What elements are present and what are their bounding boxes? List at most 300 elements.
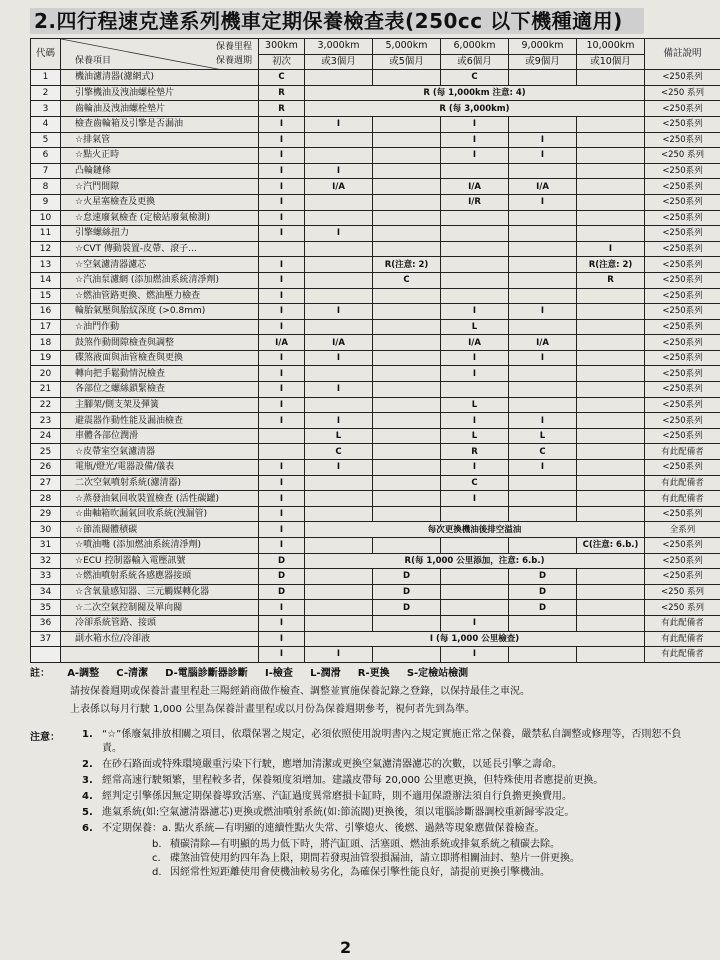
page-title: 2.四行程速克達系列機車定期保養檢查表(250cc 以下機種適用)	[30, 8, 644, 34]
row-interval-cell	[305, 288, 373, 304]
row-interval-cell: I	[259, 304, 305, 320]
row-interval-cell	[509, 491, 577, 507]
row-interval-cell	[305, 538, 373, 554]
row-code: 26	[31, 460, 61, 476]
note-item	[30, 806, 690, 820]
row-interval-cell	[259, 444, 305, 460]
row-code: 4	[31, 116, 61, 132]
row-interval-cell	[305, 70, 373, 86]
row-interval-cell: D	[373, 584, 441, 600]
table-row	[31, 491, 720, 507]
row-code: 28	[31, 491, 61, 507]
row-remark: <250系列	[645, 397, 720, 413]
row-interval-cell: C	[259, 70, 305, 86]
row-interval-cell	[577, 382, 645, 398]
header-period: 或3個月	[305, 54, 373, 70]
notes-label: 注意：	[30, 732, 60, 743]
row-interval-cell	[577, 194, 645, 210]
header-row-mileage	[31, 39, 720, 55]
row-remark: <250系列	[645, 226, 720, 242]
row-item: 引擎螺絲扭力	[61, 226, 259, 242]
note-sub-label: d.	[152, 867, 162, 878]
row-interval-cell	[441, 506, 509, 522]
table-row	[31, 272, 720, 288]
row-interval-cell: I/A	[259, 335, 305, 351]
header-remarks: 備註說明	[645, 39, 720, 70]
row-remark: <250系列	[645, 413, 720, 429]
row-interval-cell	[577, 226, 645, 242]
row-interval-cell	[509, 506, 577, 522]
row-interval-cell	[509, 272, 577, 288]
row-interval-cell	[509, 257, 577, 273]
row-item: ☆ECU 控制器輸入電壓訊號	[61, 553, 259, 569]
table-row	[31, 600, 720, 616]
row-interval-cell	[577, 397, 645, 413]
row-interval-cell: I	[259, 132, 305, 148]
row-code: 9	[31, 194, 61, 210]
row-remark: <250系列	[645, 241, 720, 257]
row-interval-cell	[577, 304, 645, 320]
row-code: 34	[31, 584, 61, 600]
row-interval-cell	[259, 241, 305, 257]
row-interval-cell: I	[305, 382, 373, 398]
row-interval-cell: I	[259, 615, 305, 631]
table-row	[31, 569, 720, 585]
legend-key: I-檢查	[265, 668, 293, 679]
table-row	[31, 350, 720, 366]
row-code: 1	[31, 70, 61, 86]
notes-list	[30, 728, 690, 880]
row-interval-cell	[373, 226, 441, 242]
row-remark: <250系列	[645, 101, 720, 117]
table-row	[31, 210, 720, 226]
table-row	[31, 116, 720, 132]
row-interval-cell: I	[441, 647, 509, 663]
row-code: 33	[31, 569, 61, 585]
row-interval-cell	[373, 491, 441, 507]
row-span-note: R (每 3,000km)	[305, 101, 645, 117]
row-remark: 有此配備者	[645, 615, 720, 631]
header-period: 或9個月	[509, 54, 577, 70]
row-interval-cell: I	[441, 350, 509, 366]
row-interval-cell	[509, 288, 577, 304]
row-interval-cell	[373, 397, 441, 413]
row-interval-cell: I	[259, 631, 305, 647]
row-remark: <250系列	[645, 304, 720, 320]
row-item: ☆排氣管	[61, 132, 259, 148]
table-row	[31, 304, 720, 320]
row-interval-cell: I	[509, 304, 577, 320]
row-remark: <250系列	[645, 257, 720, 273]
row-interval-cell	[509, 475, 577, 491]
row-code: 3	[31, 101, 61, 117]
row-interval-cell: I	[305, 647, 373, 663]
row-code: 24	[31, 428, 61, 444]
row-item: 引擎機油及洩油螺栓墊片	[61, 85, 259, 101]
row-item: ☆點火正時	[61, 148, 259, 164]
note-sub-item	[30, 838, 690, 852]
row-remark: <250系列	[645, 116, 720, 132]
row-interval-cell	[305, 257, 373, 273]
note-item	[30, 774, 690, 788]
row-interval-cell: I	[305, 116, 373, 132]
row-interval-cell	[441, 288, 509, 304]
table-row	[31, 397, 720, 413]
row-interval-cell	[305, 132, 373, 148]
note-sub-item	[30, 852, 690, 866]
row-interval-cell	[373, 413, 441, 429]
row-interval-cell: I	[509, 350, 577, 366]
row-interval-cell	[373, 116, 441, 132]
note-text: “☆”係廢氣排放相關之項目，依環保署之規定，必須依照使用說明書內之規定實施正常之保養，嚴禁私自調整或修理等，否則恕不負責。	[102, 729, 682, 754]
row-interval-cell	[509, 615, 577, 631]
row-item: 轉向把手鬆動情況檢查	[61, 366, 259, 382]
table-row	[31, 413, 720, 429]
row-interval-cell: R	[577, 272, 645, 288]
table-row	[31, 85, 720, 101]
header-mileage: 300km	[259, 39, 305, 55]
row-interval-cell: D	[259, 569, 305, 585]
row-item: ☆噴油嘴 (添加燃油系統清淨劑)	[61, 538, 259, 554]
row-interval-cell	[441, 272, 509, 288]
row-interval-cell: I	[259, 413, 305, 429]
row-span-note: 每次更換機油後排空溢油	[305, 522, 645, 538]
row-interval-cell	[305, 615, 373, 631]
note-sub-label: b.	[152, 839, 162, 850]
legend-line: 上表係以每月行駛 1,000 公里為保養計畫里程或以月份為保養週期參考，視何者先到為準。	[70, 704, 475, 715]
row-code: 35	[31, 600, 61, 616]
row-code: 8	[31, 179, 61, 195]
row-remark: <250 系列	[645, 85, 720, 101]
row-interval-cell	[305, 569, 373, 585]
legend-label: 註：	[30, 668, 50, 679]
row-interval-cell: I	[577, 241, 645, 257]
row-code: 30	[31, 522, 61, 538]
maintenance-table	[30, 38, 720, 663]
row-interval-cell: I	[305, 460, 373, 476]
note-item	[30, 822, 690, 836]
row-interval-cell	[509, 116, 577, 132]
row-interval-cell	[373, 506, 441, 522]
row-code: 7	[31, 163, 61, 179]
row-interval-cell	[373, 615, 441, 631]
row-interval-cell	[305, 584, 373, 600]
row-interval-cell	[373, 350, 441, 366]
legend	[30, 664, 690, 715]
row-interval-cell: I	[509, 194, 577, 210]
row-interval-cell: I	[305, 413, 373, 429]
row-interval-cell	[305, 194, 373, 210]
row-item: ☆空氣濾清器濾芯	[61, 257, 259, 273]
row-interval-cell: I	[259, 522, 305, 538]
row-interval-cell: I	[259, 647, 305, 663]
row-item: 冷卻系統管路、接頭	[61, 615, 259, 631]
row-remark: <250系列	[645, 350, 720, 366]
header-period: 或5個月	[373, 54, 441, 70]
row-interval-cell	[373, 460, 441, 476]
row-interval-cell	[509, 319, 577, 335]
row-interval-cell	[441, 600, 509, 616]
row-interval-cell: I	[259, 194, 305, 210]
row-interval-cell	[577, 179, 645, 195]
row-remark: <250 系列	[645, 600, 720, 616]
row-interval-cell: I	[441, 366, 509, 382]
row-interval-cell	[441, 584, 509, 600]
row-interval-cell	[441, 241, 509, 257]
row-interval-cell: D	[509, 584, 577, 600]
row-interval-cell: C	[441, 70, 509, 86]
row-interval-cell	[305, 272, 373, 288]
header-mileage: 3,000km	[305, 39, 373, 55]
table-row	[31, 319, 720, 335]
row-interval-cell: I	[305, 226, 373, 242]
row-item: ☆怠速廢氣檢查 (定檢站廢氣檢測)	[61, 210, 259, 226]
row-item: ☆含氧量感知器、三元觸媒轉化器	[61, 584, 259, 600]
row-interval-cell: L	[305, 428, 373, 444]
row-interval-cell	[509, 70, 577, 86]
row-remark: <250 系列	[645, 148, 720, 164]
row-code: 17	[31, 319, 61, 335]
row-code: 23	[31, 413, 61, 429]
row-interval-cell	[373, 475, 441, 491]
row-interval-cell: I	[259, 600, 305, 616]
row-interval-cell: R	[259, 85, 305, 101]
row-code: 25	[31, 444, 61, 460]
row-interval-cell: I	[259, 148, 305, 164]
row-interval-cell: I	[441, 304, 509, 320]
row-remark: <250系列	[645, 506, 720, 522]
row-item: 各部位之螺絲鎖緊檢查	[61, 382, 259, 398]
table-row	[31, 428, 720, 444]
row-interval-cell	[373, 304, 441, 320]
table-row	[31, 148, 720, 164]
row-item: 齒輪油及洩油螺栓墊片	[61, 101, 259, 117]
row-code: 27	[31, 475, 61, 491]
row-interval-cell: I	[259, 257, 305, 273]
row-code: 6	[31, 148, 61, 164]
row-interval-cell: I	[305, 350, 373, 366]
table-row	[31, 335, 720, 351]
header-mileage: 9,000km	[509, 39, 577, 55]
table-row	[31, 382, 720, 398]
note-text: 進氣系統(如:空氣濾清器濾芯)更換或燃油噴射系統(如:節流閥)更換後，須以電腦診斷器調校重新歸零設定。	[102, 807, 575, 818]
row-interval-cell	[577, 335, 645, 351]
table-row	[31, 132, 720, 148]
row-code: 32	[31, 553, 61, 569]
row-item: 電瓶/燈光/電器設備/儀表	[61, 460, 259, 476]
row-interval-cell	[577, 444, 645, 460]
row-remark: 有此配備者	[645, 475, 720, 491]
row-interval-cell: L	[441, 319, 509, 335]
row-remark: <250系列	[645, 366, 720, 382]
row-item: ☆CVT 傳動裝置-皮帶、滾子...	[61, 241, 259, 257]
header-mileage-label: 保養里程	[215, 42, 252, 52]
row-interval-cell	[305, 475, 373, 491]
row-interval-cell	[373, 194, 441, 210]
row-item: 車體各部位潤滑	[61, 428, 259, 444]
row-interval-cell	[509, 163, 577, 179]
row-item: ☆油門作動	[61, 319, 259, 335]
row-interval-cell: I	[259, 382, 305, 398]
row-interval-cell: I/A	[509, 335, 577, 351]
row-interval-cell	[305, 491, 373, 507]
row-span-note: I (每 1,000 公里檢查)	[305, 631, 645, 647]
row-interval-cell	[441, 538, 509, 554]
row-remark: <250 系列	[645, 584, 720, 600]
row-item: 機油濾清器(濾網式)	[61, 70, 259, 86]
row-interval-cell	[577, 148, 645, 164]
note-sub-label: c.	[152, 853, 161, 864]
row-interval-cell	[373, 148, 441, 164]
row-interval-cell: D	[373, 600, 441, 616]
row-code: 13	[31, 257, 61, 273]
row-interval-cell: I/A	[509, 179, 577, 195]
row-remark: <250系列	[645, 132, 720, 148]
legend-key: A-調整	[67, 668, 100, 679]
row-interval-cell: L	[509, 428, 577, 444]
row-item: 檢查齒輪箱及引擎是否漏油	[61, 116, 259, 132]
row-interval-cell	[577, 491, 645, 507]
row-interval-cell: I	[259, 288, 305, 304]
row-code: 29	[31, 506, 61, 522]
row-interval-cell	[305, 397, 373, 413]
row-code: 2	[31, 85, 61, 101]
row-interval-cell: R(注意: 2)	[373, 257, 441, 273]
table-row	[31, 366, 720, 382]
row-interval-cell: I	[441, 116, 509, 132]
header-period: 或10個月	[577, 54, 645, 70]
row-interval-cell	[373, 335, 441, 351]
header-code: 代碼	[31, 39, 61, 70]
row-code	[31, 647, 61, 663]
table-row	[31, 475, 720, 491]
row-interval-cell	[577, 319, 645, 335]
note-number: 3.	[82, 775, 93, 786]
note-text: 經判定引擎係因無定期保養導致活塞、汽缸過度異常磨損卡缸時，則不適用保證辦法須自行負擔更換費用。	[102, 791, 572, 802]
note-sub-item	[30, 866, 690, 880]
row-remark: <250系列	[645, 335, 720, 351]
row-interval-cell: I/A	[305, 179, 373, 195]
table-row	[31, 444, 720, 460]
row-item: ☆火星塞檢查及更換	[61, 194, 259, 210]
row-remark: <250系列	[645, 460, 720, 476]
row-remark: <250系列	[645, 210, 720, 226]
row-interval-cell	[577, 475, 645, 491]
table-row	[31, 506, 720, 522]
row-code: 37	[31, 631, 61, 647]
row-interval-cell: L	[441, 397, 509, 413]
row-remark: 有此配備者	[645, 647, 720, 663]
row-remark: <250系列	[645, 194, 720, 210]
row-interval-cell	[373, 428, 441, 444]
table-row	[31, 553, 720, 569]
row-interval-cell: I	[305, 304, 373, 320]
row-interval-cell	[577, 615, 645, 631]
row-code: 11	[31, 226, 61, 242]
row-interval-cell: D	[373, 569, 441, 585]
row-interval-cell	[441, 382, 509, 398]
row-item: 避震器作動性能及漏油檢查	[61, 413, 259, 429]
note-number: 1.	[82, 729, 93, 740]
row-item: 輪胎氣壓與胎紋深度 (>0.8mm)	[61, 304, 259, 320]
table-row	[31, 163, 720, 179]
row-interval-cell	[259, 428, 305, 444]
row-interval-cell	[305, 241, 373, 257]
row-code: 21	[31, 382, 61, 398]
legend-key: S-定檢站檢測	[406, 668, 469, 679]
row-interval-cell	[373, 210, 441, 226]
row-interval-cell: L	[441, 428, 509, 444]
row-interval-cell	[509, 538, 577, 554]
row-interval-cell	[373, 132, 441, 148]
row-interval-cell	[441, 163, 509, 179]
row-code: 20	[31, 366, 61, 382]
table-row	[31, 179, 720, 195]
row-remark: 有此配備者	[645, 444, 720, 460]
row-interval-cell	[577, 460, 645, 476]
row-interval-cell	[577, 584, 645, 600]
note-number: 6.	[82, 823, 93, 834]
row-item: ☆汽門間隙	[61, 179, 259, 195]
note-sub-text: 因經常性短距離使用會使機油較易劣化，為確保引擎性能良好，請提前更換引擎機油。	[170, 867, 550, 878]
row-interval-cell	[577, 350, 645, 366]
note-number: 2.	[82, 759, 93, 770]
row-interval-cell	[577, 506, 645, 522]
row-interval-cell: I/A	[441, 335, 509, 351]
table-row	[31, 226, 720, 242]
row-interval-cell: I	[259, 397, 305, 413]
row-interval-cell	[373, 366, 441, 382]
table-row	[31, 584, 720, 600]
row-interval-cell	[509, 241, 577, 257]
row-code: 36	[31, 615, 61, 631]
row-interval-cell	[509, 647, 577, 663]
row-code: 15	[31, 288, 61, 304]
row-interval-cell	[305, 600, 373, 616]
row-interval-cell	[373, 538, 441, 554]
legend-keys	[30, 664, 690, 679]
row-interval-cell: C	[509, 444, 577, 460]
legend-key: L-潤滑	[310, 668, 341, 679]
row-interval-cell	[305, 148, 373, 164]
table-row	[31, 615, 720, 631]
row-interval-cell: I	[259, 460, 305, 476]
row-remark: <250系列	[645, 538, 720, 554]
row-interval-cell: I	[441, 615, 509, 631]
table-row	[31, 241, 720, 257]
row-remark: <250系列	[645, 382, 720, 398]
row-item: ☆燃油管路更換、燃油壓力檢查	[61, 288, 259, 304]
row-code: 12	[31, 241, 61, 257]
note-item	[30, 790, 690, 804]
row-interval-cell: D	[259, 584, 305, 600]
row-interval-cell	[305, 366, 373, 382]
row-code: 18	[31, 335, 61, 351]
row-interval-cell	[441, 210, 509, 226]
row-interval-cell	[577, 647, 645, 663]
row-interval-cell	[441, 569, 509, 585]
header-period: 初次	[259, 54, 305, 70]
row-item: ☆燃油噴射系統各感應器接頭	[61, 569, 259, 585]
row-item: 主腳架/側支架及彈簧	[61, 397, 259, 413]
row-interval-cell	[509, 366, 577, 382]
row-interval-cell	[577, 210, 645, 226]
row-interval-cell: I	[259, 475, 305, 491]
header-item-label: 保養項目	[75, 56, 112, 67]
notes-section	[30, 728, 690, 880]
row-interval-cell: I	[259, 226, 305, 242]
note-number: 5.	[82, 807, 93, 818]
